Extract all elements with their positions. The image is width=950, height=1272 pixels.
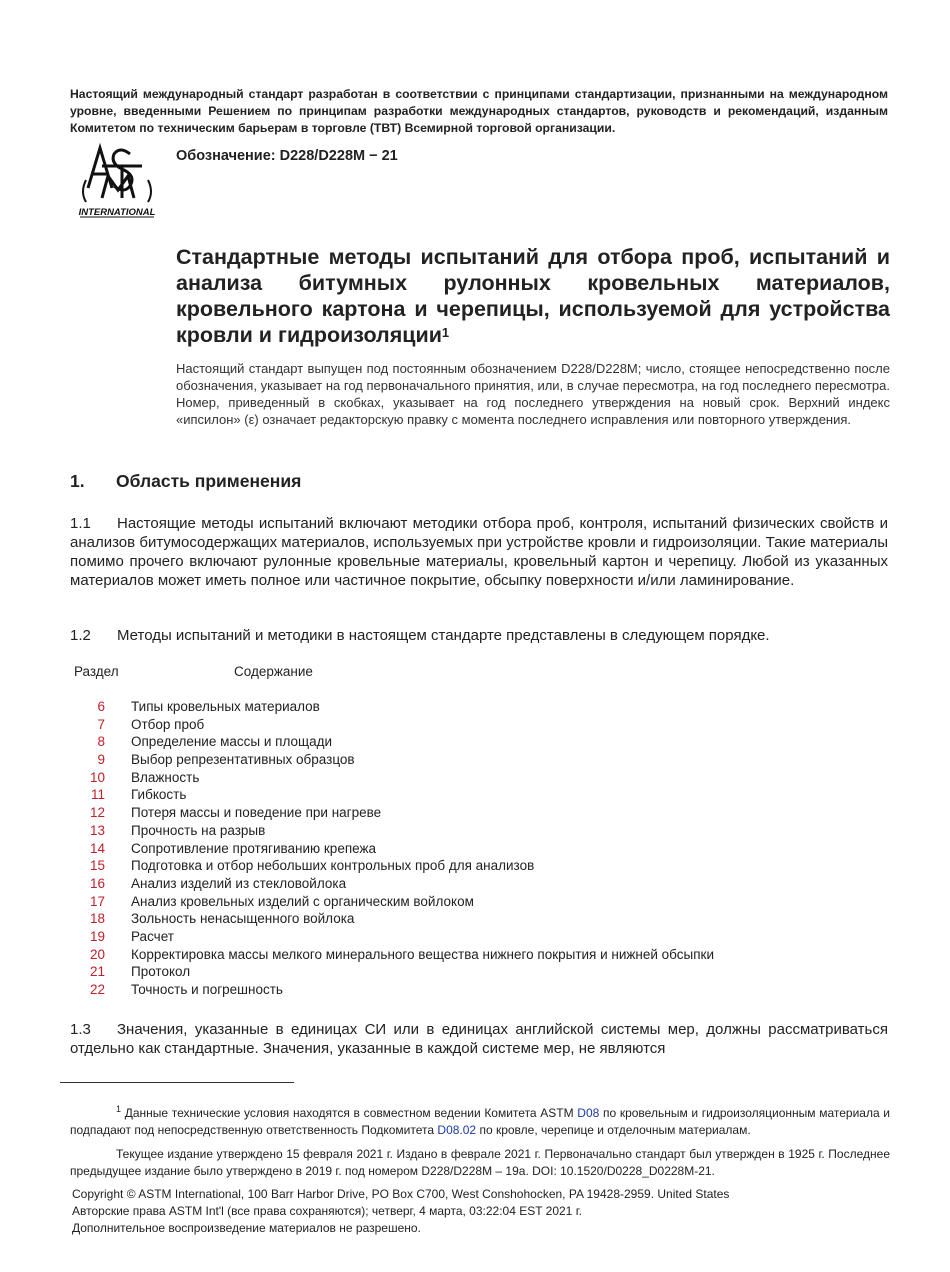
toc-section-link[interactable]: 11: [90, 787, 105, 803]
footnote-1: [70, 1101, 890, 1139]
section-heading: [70, 471, 301, 492]
toc-item: [74, 733, 834, 751]
toc-section-link[interactable]: 14: [89, 840, 105, 856]
table-of-contents: [74, 698, 834, 999]
toc-item-title: Потеря массы и поведение при нагреве: [131, 805, 382, 821]
toc-item-title: Протокол: [131, 964, 191, 980]
toc-item: [74, 946, 834, 964]
toc-section-link[interactable]: 20: [89, 946, 105, 962]
toc-item-title: Зольность ненасыщенного войлока: [131, 911, 355, 927]
toc-item-title: Отбор проб: [131, 716, 205, 732]
edition-note: Текущее издание утверждено 15 февраля 2021 г. Издано в феврале 2021 г. Первоначально стандарт был утвержден в 1925 г. Последнее предыдущее издание было утверждено в 2019 г. под номером D228/D228M – 19a. DOI: 10.1520/D0228_D0228M-21.: [70, 1147, 890, 1178]
toc-item-title: Точность и погрешность: [131, 982, 283, 997]
toc-item-title: Анализ изделий из стекловойлока: [131, 875, 347, 891]
toc-item: [74, 822, 834, 840]
title-footnote-ref[interactable]: 1: [441, 325, 450, 340]
paragraph-text: Значения, указанные в единицах СИ или в единицах английской системы мер, должны рассматриваться отдельно как стандартные. Значения, указанные в каждой системе мер, не являются: [70, 1021, 888, 1057]
toc-section-link[interactable]: 18: [89, 911, 105, 927]
toc-item: [74, 804, 834, 822]
toc-section-link[interactable]: 17: [89, 893, 105, 909]
toc-item-title: Прочность на разрыв: [131, 822, 266, 838]
paragraph-number: 1.1: [70, 515, 91, 532]
committee-link[interactable]: D08: [577, 1106, 600, 1120]
footnote-text: по кровельным и гидроизоляционным материала и подпадают под непосредственную ответственность Подкомитета: [70, 1106, 890, 1137]
toc-item: [74, 910, 834, 928]
astm-logo-text: INTERNATIONAL: [78, 207, 156, 218]
toc-item-title: Расчет: [131, 928, 174, 944]
toc-section-link[interactable]: 7: [97, 716, 105, 732]
toc-section-link[interactable]: 13: [89, 822, 105, 838]
copyright-block: [72, 1186, 892, 1237]
toc-col-content: Содержание: [234, 664, 313, 679]
toc-section-link[interactable]: 16: [89, 875, 105, 891]
footnote-text: по кровле, черепице и отделочным материалам.: [479, 1123, 751, 1137]
toc-item: [74, 840, 834, 858]
section-title: Область применения: [116, 471, 302, 491]
footnote-divider: [60, 1082, 294, 1083]
toc-item: [74, 893, 834, 911]
toc-item-title: Влажность: [131, 769, 200, 785]
toc-section-link[interactable]: 22: [89, 982, 105, 997]
section-number: 1.: [70, 471, 85, 491]
toc-section-link[interactable]: 6: [97, 699, 105, 714]
toc-item-title: Гибкость: [131, 787, 187, 803]
toc-item: [74, 786, 834, 804]
toc-item-title: Анализ кровельных изделий с органическим войлоком: [131, 893, 474, 909]
paragraph-1-3: [70, 1020, 888, 1058]
paragraph-number: 1.2: [70, 627, 91, 644]
toc-item: [74, 963, 834, 981]
standard-note: Настоящий стандарт выпущен под постоянным обозначением D228/D228M; число, стоящее непосредственно после обозначения, указывает на год первоначального принятия, или, в случае пересмотра, на год последнего пересмотра. Номер, приведенный в скобках, указывает на год последнего утверждения на новый срок. Верхний индекс «ипсилон» (ε) означает редакторскую правку с момента последнего исправления или повторного утверждения.: [176, 361, 890, 427]
toc-item: [74, 698, 834, 716]
copyright-line: Copyright © ASTM International, 100 Barr Harbor Drive, PO Box C700, West Conshohocken, PA 19428-2959. United States: [72, 1187, 730, 1201]
toc-section-link[interactable]: 21: [89, 964, 105, 980]
astm-logo: [76, 140, 158, 218]
footnote-mark: 1: [116, 1104, 122, 1114]
toc-section-link[interactable]: 15: [89, 858, 105, 874]
toc-section-link[interactable]: 10: [89, 769, 105, 785]
wto-notice: Настоящий международный стандарт разработан в соответствии с принципами стандартизации, признанными на международном уровне, введенными Решением по принципам разработки международных стандартов, руководств и рекомендаций, изданным Комитетом по техническим барьерам в торговле (ТВТ) Всемирной торговой организации.: [70, 87, 888, 135]
toc-item: [74, 981, 834, 999]
title-text: Стандартные методы испытаний для отбора проб, испытаний и анализа битумных рулонных кровельных материалов, кровельного картона и черепицы, используемой для устройства кровли и гидроизоляции: [176, 245, 890, 347]
toc-item: [74, 769, 834, 787]
toc-item: [74, 928, 834, 946]
subcommittee-link[interactable]: D08.02: [437, 1123, 477, 1137]
toc-item-title: Подготовка и отбор небольших контрольных проб для анализов: [131, 858, 535, 874]
toc-item-title: Типы кровельных материалов: [131, 699, 320, 714]
toc-section-link[interactable]: 12: [89, 805, 105, 821]
toc-col-section: Раздел: [74, 664, 119, 679]
toc-item: [74, 857, 834, 875]
rights-line: Авторские права ASTM Int'l (все права сохраняются); четверг, 4 марта, 03:22:04 EST 2021 г.: [72, 1204, 582, 1218]
toc-item: [74, 751, 834, 769]
paragraph-text: Настоящие методы испытаний включают методики отбора проб, контроля, испытаний физических свойств и анализов битумосодержащих материалов, используемых при устройстве кровли и гидроизоляции. Такие материалы помимо прочего включают рулонные кровельные материалы, кровельный картон и черепицу. Любой из указанных материалов может иметь полное или частичное покрытие, обсыпку поверхности и/или ламинирование.: [70, 515, 888, 589]
toc-item-title: Сопротивление протягиванию крепежа: [131, 840, 377, 856]
toc-header: [74, 664, 313, 679]
toc-item-title: Корректировка массы мелкого минерального вещества нижнего покрытия и нижней обсыпки: [131, 946, 714, 962]
reproduction-line: Дополнительное воспроизведение материалов не разрешено.: [72, 1221, 421, 1235]
paragraph-1-1: [70, 514, 888, 590]
designation: Обозначение: D228/D228M − 21: [176, 148, 398, 164]
toc-section-link[interactable]: 19: [89, 928, 105, 944]
document-title: [176, 244, 890, 348]
toc-item: [74, 716, 834, 734]
toc-item-title: Выбор репрезентативных образцов: [131, 752, 355, 768]
toc-item: [74, 875, 834, 893]
paragraph-1-2: [70, 626, 888, 645]
toc-section-link[interactable]: 8: [97, 734, 105, 750]
footnote-text: Данные технические условия находятся в совместном ведении Комитета ASTM: [124, 1106, 574, 1120]
paragraph-text: Методы испытаний и методики в настоящем стандарте представлены в следующем порядке.: [117, 627, 770, 644]
toc-item-title: Определение массы и площади: [131, 734, 333, 750]
toc-section-link[interactable]: 9: [97, 752, 105, 768]
paragraph-number: 1.3: [70, 1021, 91, 1038]
